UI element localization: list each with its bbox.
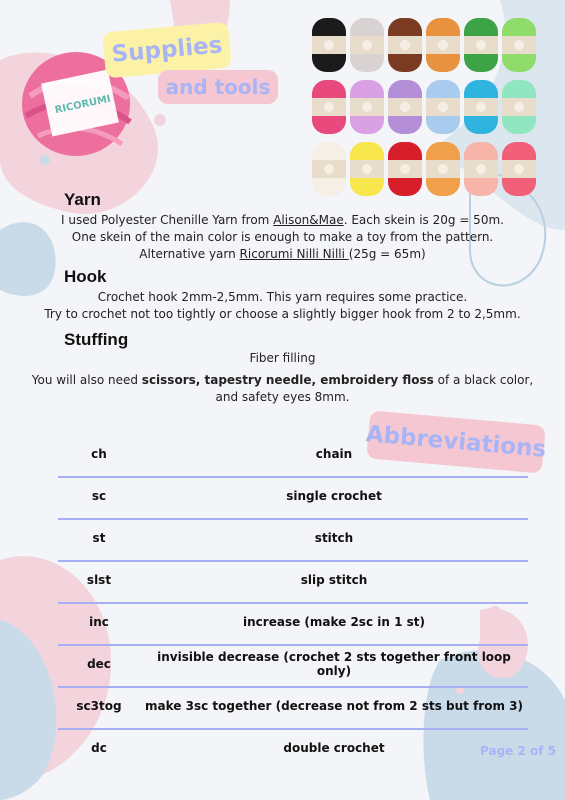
- yarn-skein-swatch: [388, 80, 422, 134]
- skein-label-band: [464, 160, 498, 178]
- supplies-title: Supplies: [110, 32, 224, 68]
- hook-line-1: Crochet hook 2mm-2,5mm. This yarn requires some practice.: [97, 290, 468, 304]
- abbr-cell: dc: [91, 741, 107, 755]
- stuffing-line-1: Fiber filling: [249, 351, 316, 365]
- stuffing-line-2-post: of a black color,: [433, 373, 534, 387]
- skein-label-band: [350, 36, 384, 54]
- row-divider: [58, 644, 528, 646]
- skein-label-band: [350, 160, 384, 178]
- yarn-line-1: [30, 212, 535, 229]
- tools-badge: [158, 70, 278, 104]
- stuffing-tools-list: scissors, tapestry needle, embroidery floss: [141, 373, 434, 387]
- abbr-cell: dec: [87, 657, 111, 671]
- table-row: [58, 565, 528, 595]
- table-row: [58, 733, 528, 763]
- meaning-cell: increase (make 2sc in 1 st): [243, 615, 425, 629]
- yarn-skein-swatch: [426, 18, 460, 72]
- abbr-cell: sc: [91, 489, 107, 503]
- meaning-cell: double crochet: [283, 741, 385, 755]
- skein-label-band: [502, 160, 536, 178]
- meaning-cell: stitch: [314, 531, 354, 545]
- skein-label-band: [312, 36, 346, 54]
- abbr-cell: inc: [89, 615, 109, 629]
- yarn-skein-swatch: [426, 142, 460, 196]
- abbr-cell: sc3tog: [76, 699, 122, 713]
- hook-heading: Hook: [64, 267, 107, 286]
- yarn-text: [30, 212, 535, 263]
- yarn-label-text: RICORUMI: [53, 93, 112, 117]
- yarn-skein-swatch: [426, 80, 460, 134]
- skein-label-band: [388, 160, 422, 178]
- skein-label-band: [388, 98, 422, 116]
- yarn-line-3: [30, 246, 535, 263]
- stuffing-heading: Stuffing: [64, 330, 129, 349]
- meaning-cell: invisible decrease (crochet 2 sts together front loop only): [157, 650, 511, 678]
- abbr-cell: st: [92, 531, 106, 545]
- meaning-cell: chain: [315, 447, 353, 461]
- hook-text: [30, 289, 535, 323]
- yarn-skein-swatch: [464, 142, 498, 196]
- row-divider: [58, 728, 528, 730]
- yarn-skein-swatch: [350, 18, 384, 72]
- table-row: [58, 607, 528, 637]
- yarn-skein-swatch: [502, 80, 536, 134]
- skein-label-band: [312, 98, 346, 116]
- row-divider: [58, 476, 528, 478]
- stuffing-line-3: and safety eyes 8mm.: [215, 390, 350, 404]
- row-divider: [58, 518, 528, 520]
- tools-title: and tools: [165, 75, 271, 99]
- table-row: [58, 439, 528, 469]
- yarn-skein-swatch: [502, 18, 536, 72]
- yarn-skein-swatch: [464, 80, 498, 134]
- skein-label-band: [426, 36, 460, 54]
- ricorumi-link[interactable]: Ricorumi Nilli Nilli: [239, 247, 349, 261]
- hook-line-2: Try to crochet not too tightly or choose a slightly bigger hook from 2 to 2,5mm.: [44, 307, 521, 321]
- table-row: [58, 481, 528, 511]
- yarn-line-1-post: . Each skein is 20g = 50m.: [343, 213, 504, 227]
- meaning-cell: single crochet: [286, 489, 382, 503]
- yarn-skein-swatch: [312, 142, 346, 196]
- yarn-skein-swatch: [388, 142, 422, 196]
- skein-label-band: [464, 98, 498, 116]
- row-divider: [58, 686, 528, 688]
- yarn-skein-swatch: [388, 18, 422, 72]
- table-row: [58, 691, 528, 721]
- abbreviations-title: Abbreviations: [364, 421, 548, 463]
- row-divider: [58, 560, 528, 562]
- stuffing-text: [30, 350, 535, 406]
- yarn-line-3-post: (25g = 65m): [348, 247, 426, 261]
- yarn-skein-swatch: [312, 18, 346, 72]
- skein-label-band: [312, 160, 346, 178]
- skein-label-band: [350, 98, 384, 116]
- meaning-cell: slip stitch: [300, 573, 368, 587]
- skein-label-band: [464, 36, 498, 54]
- yarn-line-3-pre: Alternative yarn: [139, 247, 240, 261]
- yarn-skein-swatch: [350, 80, 384, 134]
- stuffing-line-2-pre: You will also need: [31, 373, 142, 387]
- yarn-color-swatches: [312, 18, 542, 200]
- page-number: Page 2 of 5: [480, 744, 556, 758]
- skein-label-band: [502, 98, 536, 116]
- abbr-cell: slst: [86, 573, 112, 587]
- table-row: [58, 649, 528, 679]
- yarn-line-1-pre: I used Polyester Chenille Yarn from: [61, 213, 274, 227]
- yarn-line-2: One skein of the main color is enough to make a toy from the pattern.: [71, 230, 494, 244]
- skein-label-band: [388, 36, 422, 54]
- abbr-cell: ch: [91, 447, 107, 461]
- alison-mae-link[interactable]: Alison&Mae: [273, 213, 344, 227]
- skein-label-band: [426, 98, 460, 116]
- yarn-skein-swatch: [464, 18, 498, 72]
- table-row: [58, 523, 528, 553]
- yarn-heading: Yarn: [64, 190, 101, 209]
- yarn-skein-swatch: [350, 142, 384, 196]
- skein-label-band: [426, 160, 460, 178]
- yarn-skein-swatch: [502, 142, 536, 196]
- row-divider: [58, 602, 528, 604]
- stuffing-line-2: [30, 372, 535, 389]
- skein-label-band: [502, 36, 536, 54]
- yarn-skein-swatch: [312, 80, 346, 134]
- meaning-cell: make 3sc together (decrease not from 2 sts but from 3): [145, 699, 523, 713]
